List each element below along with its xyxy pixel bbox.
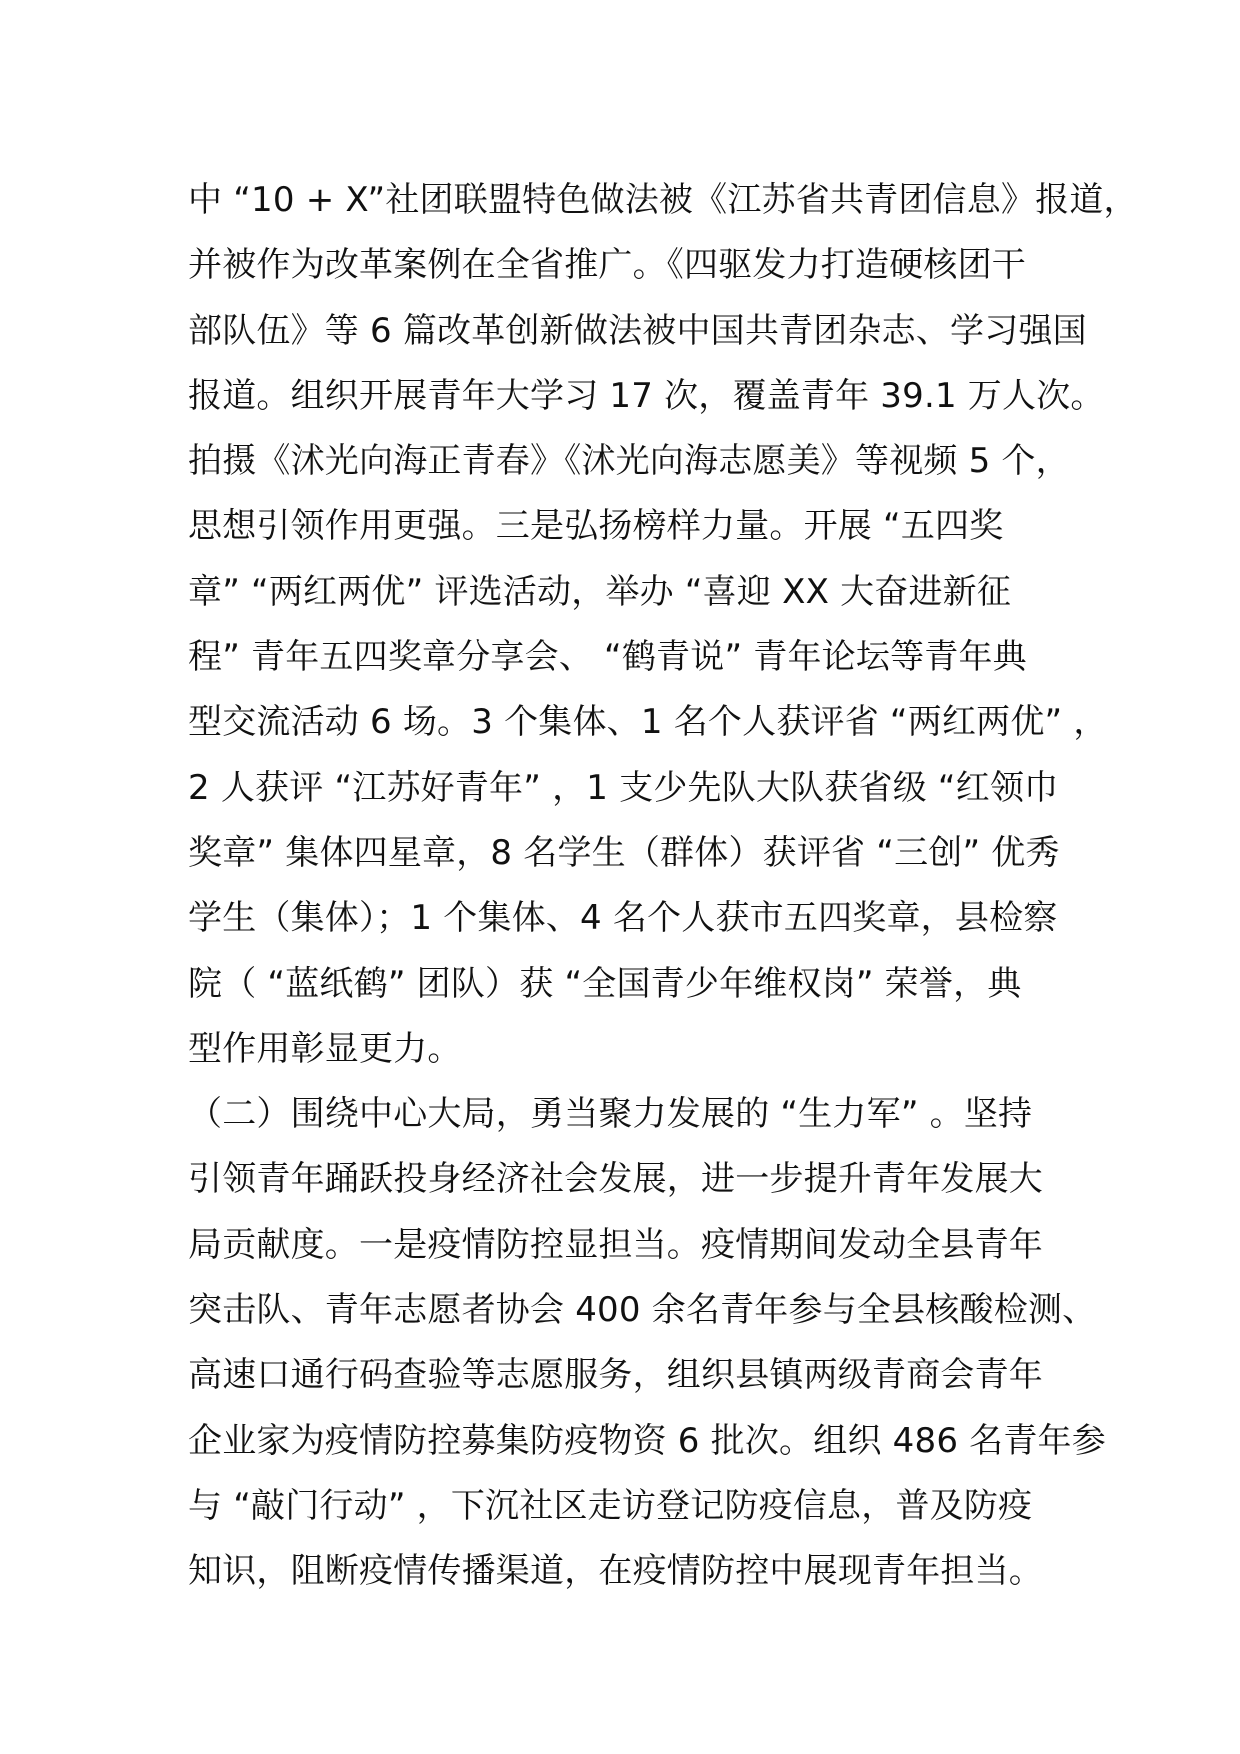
text-line: 型作用彰显更力。 [188,1028,462,1069]
text-line: 部队伍》等 6 篇改革创新做法被中国共青团杂志、学习强国 [188,310,1087,351]
text-line: 章” “两红两优” 评选活动，举办 “喜迎 XX 大奋进新征 [188,571,1012,612]
text-line: 拍摄《沭光向海正青春》《沭光向海志愿美》等视频 5 个， [188,441,1070,482]
text-line: 思想引领作用更强。三是弘扬榜样力量。开展 “五四奖 [188,506,1004,547]
text-line: 中 “10 + X”社团联盟特色做法被《江苏省共青团信息》报道， [188,180,1138,220]
text-line: 突击队、青年志愿者协会 400 余名青年参与全县核酸检测、 [188,1290,1097,1331]
body-text [188,168,1138,1605]
text-line: 程” 青年五四奖章分享会、 “鹤青说” 青年论坛等青年典 [188,637,1027,678]
text-line: 并被作为改革案例在全省推广。《四驱发力打造硬核团干 [188,245,1026,286]
text-line: 局贡献度。一是疫情防控显担当。疫情期间发动全县青年 [188,1224,1043,1265]
text-line: 2 人获评 “江苏好青年” ，1 支少先队大队获省级 “红领巾 [188,767,1059,808]
text-line: 报道。组织开展青年大学习 17 次，覆盖青年 39.1 万人次。 [188,375,1105,416]
text-line: 引领青年踊跃投身经济社会发展，进一步提升青年发展大 [188,1159,1043,1200]
text-line: 高速口通行码查验等志愿服务，组织县镇两级青商会青年 [188,1355,1043,1396]
text-line: 学生（集体）；1 个集体、4 名个人获市五四奖章，县检察 [188,898,1058,939]
text-line: 奖章” 集体四星章，8 名学生（群体）获评省 “三创” 优秀 [188,832,1060,873]
text-line: 型交流活动 6 场。3 个集体、1 名个人获评省 “两红两优” ， [188,702,1108,743]
text-line: 与 “敲门行动” ，下沉社区走访登记防疫信息，普及防疫 [188,1485,1033,1526]
section-heading-line: （二）围绕中心大局，勇当聚力发展的 “生力军” 。坚持 [188,1094,1033,1135]
text-line: 知识，阻断疫情传播渠道，在疫情防控中展现青年担当。 [188,1551,1043,1592]
text-line: 企业家为疫情防控募集防疫物资 6 批次。组织 486 名青年参 [188,1420,1106,1461]
text-line: 院（ “蓝纸鹤” 团队）获 “全国青少年维权岗” 荣誉，典 [188,963,1022,1004]
